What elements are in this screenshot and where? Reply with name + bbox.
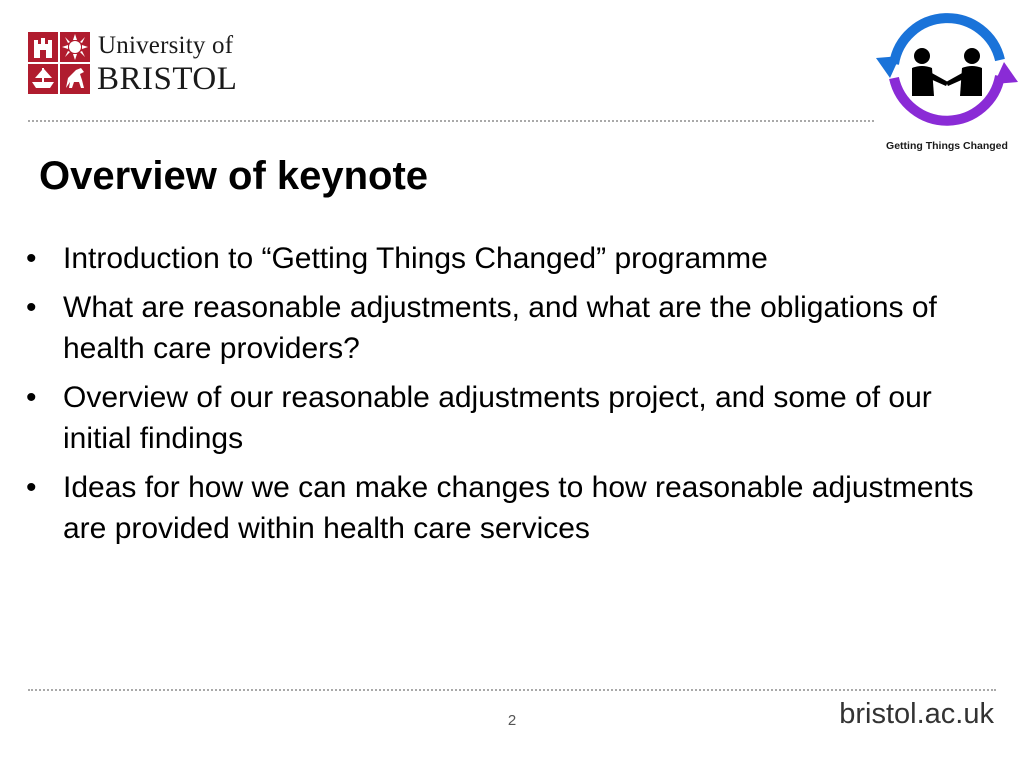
footer-url: bristol.ac.uk <box>839 698 994 730</box>
bullet-point-icon: • <box>26 381 37 414</box>
people-cycle-icon <box>872 2 1022 138</box>
bullet-item <box>26 287 976 369</box>
bullet-point-icon: • <box>26 471 37 504</box>
university-of-bristol-logo <box>26 30 256 100</box>
bullet-item <box>26 467 976 549</box>
bullet-item <box>26 377 976 459</box>
bullet-text: Ideas for how we can make changes to how reasonable adjustments are provided within health care services <box>63 471 974 545</box>
university-logo-line1: University of <box>98 32 234 59</box>
footer-divider <box>28 689 996 691</box>
bullet-point-icon: • <box>26 242 37 275</box>
bristol-crest-icon <box>26 30 92 96</box>
bullet-text: What are reasonable adjustments, and what are the obligations of health care providers? <box>63 291 937 365</box>
slide-title: Overview of keynote <box>39 154 429 198</box>
header-divider <box>28 120 874 122</box>
university-logo-line2: BRISTOL <box>97 61 238 97</box>
bullet-list <box>26 238 976 557</box>
bullet-point-icon: • <box>26 291 37 324</box>
bullet-text: Overview of our reasonable adjustments project, and some of our initial findings <box>63 381 932 455</box>
partner-logo-caption: Getting Things Changed <box>886 140 1008 152</box>
bullet-text: Introduction to “Getting Things Changed” programme <box>63 242 768 275</box>
getting-things-changed-logo <box>872 2 1022 158</box>
page-number: 2 <box>507 712 517 729</box>
bullet-item <box>26 238 976 279</box>
